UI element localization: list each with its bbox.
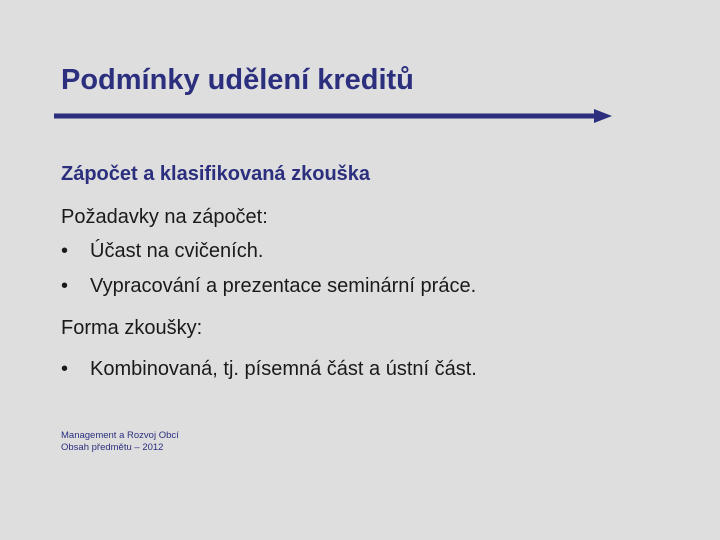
arrow-head-icon	[594, 109, 612, 123]
footer-line-subject: Obsah předmětu – 2012	[61, 442, 164, 453]
footer-line-course: Management a Rozvoj Obcí	[61, 430, 179, 441]
slide-footer	[61, 430, 179, 454]
exam-item-text: Kombinovaná, tj. písemná část a ústní část.	[90, 358, 477, 380]
list-item	[61, 240, 263, 263]
slide-title: Podmínky udělení kreditů	[61, 64, 414, 96]
list-item	[61, 358, 477, 381]
bullet-icon: •	[61, 358, 69, 380]
title-arrow-rule	[54, 108, 614, 124]
bullet-icon: •	[61, 240, 69, 262]
bullet-icon: •	[61, 275, 69, 297]
requirements-heading: Požadavky na zápočet:	[61, 206, 268, 228]
requirement-text: Účast na cvičeních.	[90, 240, 264, 262]
requirement-text: Vypracování a prezentace seminární práce.	[90, 275, 477, 297]
exam-heading: Forma zkoušky:	[61, 317, 203, 339]
list-item	[61, 275, 476, 298]
slide-subtitle: Zápočet a klasifikovaná zkouška	[61, 163, 371, 185]
